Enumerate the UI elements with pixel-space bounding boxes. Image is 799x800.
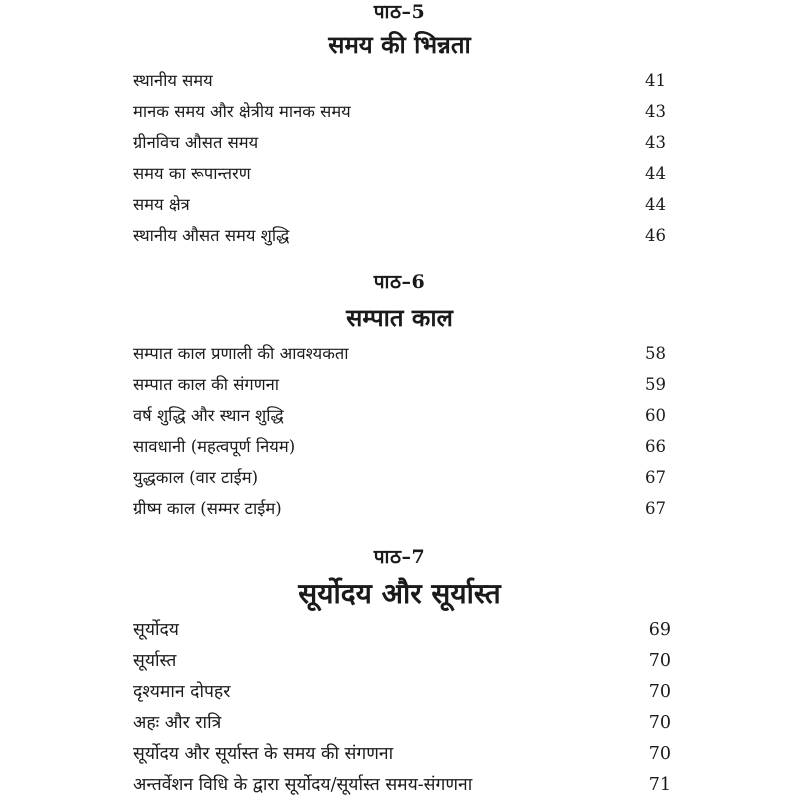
toc-entry-page: 70 (648, 682, 671, 702)
toc-entry-label: सूर्योदय (133, 620, 179, 640)
toc-entry-page: 70 (648, 713, 671, 733)
toc-entry-page: 71 (648, 775, 671, 795)
toc-entry (0, 98, 799, 126)
toc-entry-label: सूर्योदय और सूर्यास्त के समय की संगणना (133, 744, 394, 764)
toc-entry-label: ग्रीष्म काल (सम्मर टाईम) (133, 499, 282, 518)
toc-entry-label: समय का रूपान्तरण (133, 164, 251, 183)
toc-entry-label: समय क्षेत्र (133, 195, 190, 214)
toc-entry-page: 41 (645, 71, 666, 90)
toc-entry-label: वर्ष शुद्धि और स्थान शुद्धि (133, 406, 284, 425)
toc-entry-label: युद्धकाल (वार टाईम) (133, 468, 259, 487)
toc-entry-label: अन्तर्वेशन विधि के द्वारा सूर्योदय/सूर्यास्त समय-संगणना (133, 775, 473, 795)
toc-entry-label: दृश्यमान दोपहर (133, 682, 231, 702)
toc-entry (0, 647, 799, 675)
toc-entry (0, 464, 799, 492)
toc-entry-page: 44 (645, 164, 666, 183)
toc-entry-label: अहः और रात्रि (133, 713, 222, 733)
lesson-title: सूर्योदय और सूर्यास्त (298, 577, 501, 610)
toc-entry (0, 222, 799, 250)
toc-entry-page: 69 (648, 620, 671, 640)
toc-entry-label: स्थानीय समय (133, 71, 213, 90)
toc-entry (0, 678, 799, 706)
toc-entry (0, 160, 799, 188)
toc-entry-page: 58 (645, 344, 666, 363)
toc-entry (0, 616, 799, 644)
toc-entry-label: सम्पात काल की संगणना (133, 375, 280, 394)
toc-entry (0, 740, 799, 768)
toc-entry-page: 46 (645, 226, 666, 245)
toc-entry-page: 70 (648, 744, 671, 764)
lesson-number: पाठ–5 (373, 1, 426, 23)
lesson-title: समय की भिन्नता (328, 30, 471, 59)
toc-entry-label: ग्रीनविच औसत समय (133, 133, 259, 152)
toc-entry-page: 67 (645, 468, 666, 487)
toc-entry (0, 67, 799, 95)
toc-entry-label: सम्पात काल प्रणाली की आवश्यकता (133, 344, 349, 363)
lesson-number: पाठ–7 (373, 546, 426, 568)
toc-entry (0, 495, 799, 523)
toc-entry (0, 433, 799, 461)
lesson-number: पाठ–6 (373, 271, 426, 293)
toc-entry-page: 66 (645, 437, 666, 456)
toc-entry (0, 371, 799, 399)
toc-entry-label: सावधानी (महत्वपूर्ण नियम) (133, 437, 296, 456)
toc-entry-page: 44 (645, 195, 666, 214)
toc-entry-page: 60 (645, 406, 666, 425)
toc-entry-page: 43 (645, 133, 666, 152)
toc-entry-page: 59 (645, 375, 666, 394)
toc-entry-label: सूर्यास्त (133, 651, 177, 671)
toc-entry-label: मानक समय और क्षेत्रीय मानक समय (133, 102, 351, 121)
toc-entry-page: 67 (645, 499, 666, 518)
toc-entry-label: स्थानीय औसत समय शुद्धि (133, 226, 290, 245)
toc-entry (0, 709, 799, 737)
toc-entry-page: 43 (645, 102, 666, 121)
toc-entry (0, 340, 799, 368)
toc-entry (0, 191, 799, 219)
toc-entry (0, 402, 799, 430)
toc-entry (0, 771, 799, 799)
toc-entry-page: 70 (648, 651, 671, 671)
lesson-title: सम्पात काल (346, 303, 453, 332)
toc-entry (0, 129, 799, 157)
